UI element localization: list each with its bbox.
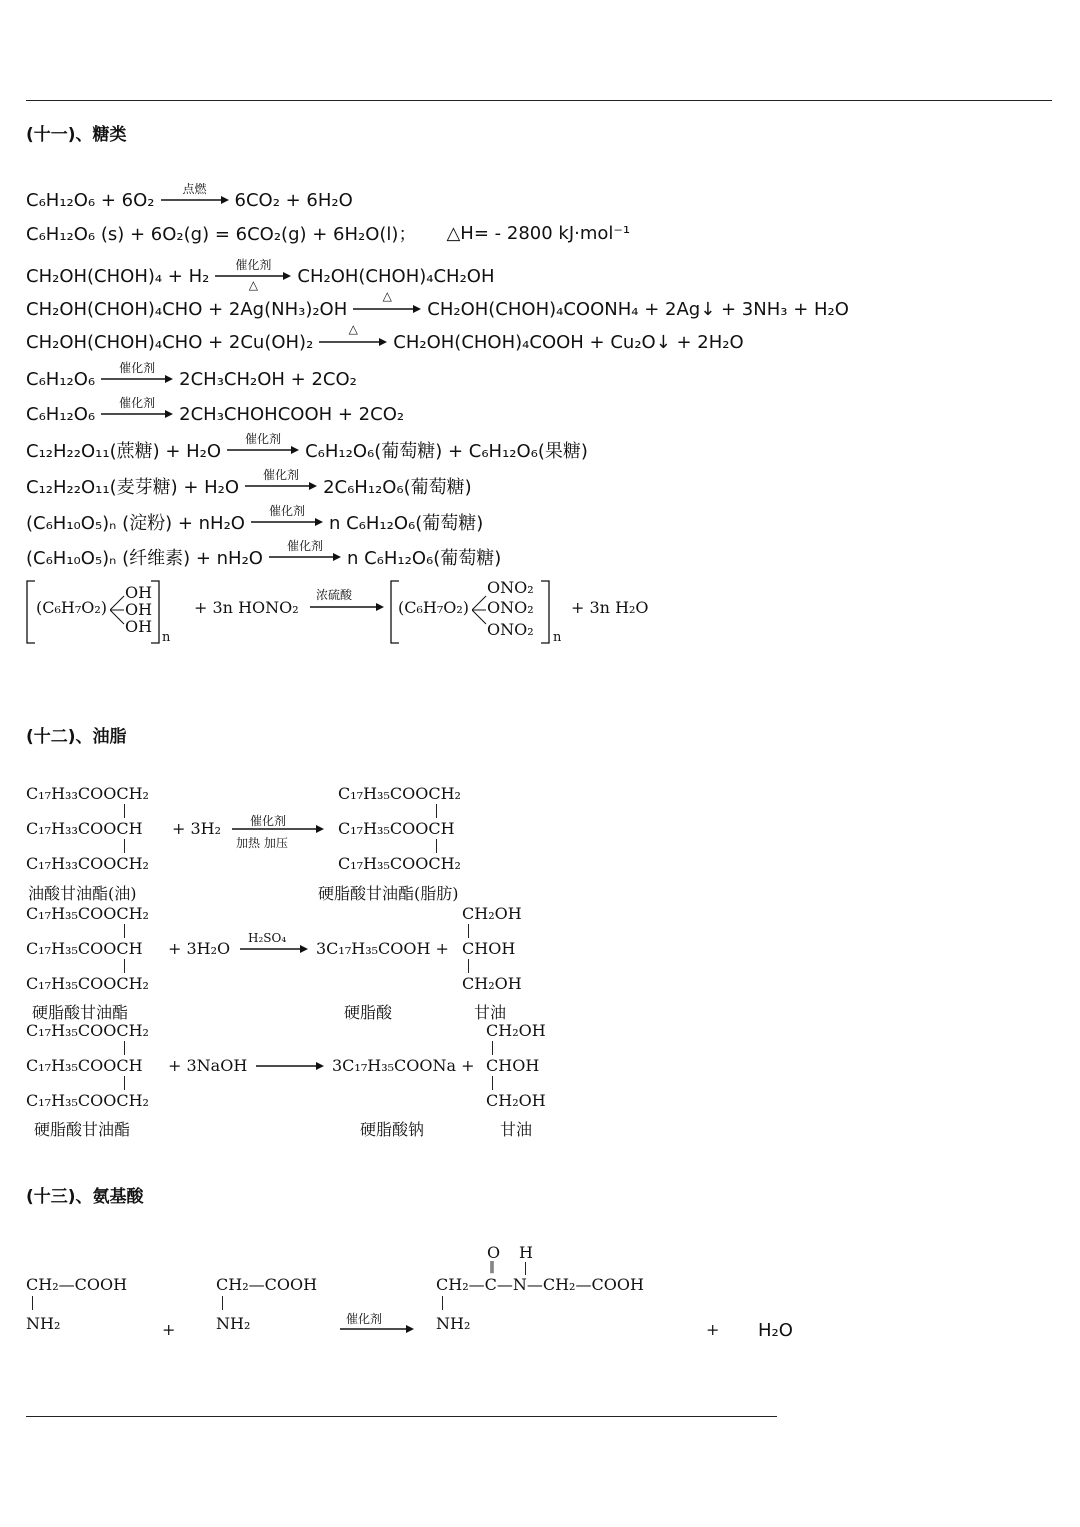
water-product: H₂O (758, 1320, 793, 1341)
left-bracket (26, 580, 36, 644)
bond-line (124, 839, 125, 853)
enthalpy-value: △H= - 2800 kJ·mol⁻¹ (446, 222, 631, 244)
eq-lhs: C₆H₁₂O₆ (26, 403, 96, 425)
carbonyl-oxygen: O (487, 1243, 501, 1262)
bond-line (124, 924, 125, 938)
eq-rhs: CH₂OH(CHOH)₄CH₂OH (297, 265, 495, 287)
eq-rhs: CH₂OH(CHOH)₄COONH₄ + 2Ag↓ + 3NH₃ + H₂O (427, 298, 849, 320)
reaction-arrow (310, 602, 384, 612)
glycine-top: CH₂—COOH (26, 1275, 128, 1294)
hydroxyl-group: OH (125, 600, 153, 619)
equation-4 (26, 289, 849, 321)
reaction-condition-heat: △ (248, 278, 258, 292)
equation-11 (26, 539, 502, 569)
bond-line (468, 959, 469, 973)
eq-lhs: C₁₂H₂₂O₁₁(麦芽糖) + H₂O (26, 477, 240, 498)
glycerol-line: CHOH (462, 939, 516, 958)
triglyceride-line: C₁₇H₃₅COOCH (338, 819, 455, 838)
reaction-condition: △ (348, 322, 358, 336)
eq-lhs: (C₆H₁₀O₅)ₙ (纤维素) + nH₂O (26, 548, 263, 569)
bond-line (124, 959, 125, 973)
equation-7 (26, 396, 405, 426)
top-rule (26, 100, 1052, 101)
reaction-condition: 催化剂 (119, 396, 156, 410)
cellulose-core: (C₆H₇O₂) (36, 598, 108, 617)
eq-lhs: C₆H₁₂O₆ (26, 368, 96, 390)
eq-rhs: n C₆H₁₂O₆(葡萄糖) (328, 513, 484, 534)
reaction-arrow (101, 361, 173, 391)
reaction-condition: △ (382, 289, 392, 303)
double-bond: ‖ (489, 1259, 495, 1273)
bond-line (525, 1262, 526, 1275)
right-bracket (540, 580, 550, 644)
reaction-condition: 催化剂 (250, 814, 287, 828)
reaction-arrow (101, 396, 173, 426)
reaction-condition: 催化剂 (286, 539, 323, 553)
compound-label: 硬脂酸甘油酯 (34, 1120, 131, 1139)
triglyceride-line: C₁₇H₃₃COOCH₂ (26, 784, 149, 803)
reagent: + 3H₂O (168, 939, 231, 958)
reaction-condition: 催化剂 (235, 258, 272, 272)
bond-line (222, 1296, 223, 1310)
eq-text: C₆H₁₂O₆ (s) + 6O₂(g) = 6CO₂(g) + 6H₂O(l)； (26, 224, 417, 245)
plus-sign: + (706, 1320, 720, 1339)
glycine-amine: NH₂ (216, 1314, 251, 1333)
glycerol-line: CH₂OH (486, 1091, 546, 1110)
equation-1 (26, 182, 353, 212)
triglyceride-line: C₁₇H₃₅COOCH₂ (338, 784, 461, 803)
hydroxyl-group: OH (125, 583, 153, 602)
cellulose-nitration-equation (26, 578, 666, 648)
triglyceride-line: C₁₇H₃₅COOCH (26, 939, 143, 958)
right-bracket (150, 580, 160, 644)
equation-10 (26, 504, 484, 534)
glycerol-line: CH₂OH (462, 974, 522, 993)
reaction-arrow (240, 944, 308, 954)
reaction-condition: 催化剂 (268, 504, 305, 518)
eq-rhs: 2CH₃CHOHCOOH + 2CO₂ (179, 403, 405, 425)
hydroxyl-group: OH (125, 617, 153, 636)
reaction-condition-pressure: 加热 加压 (236, 836, 288, 850)
eq-lhs: CH₂OH(CHOH)₄ + H₂ (26, 265, 210, 287)
reaction-arrow (269, 539, 341, 569)
bond-line (492, 1041, 493, 1055)
eq-rhs: CH₂OH(CHOH)₄COOH + Cu₂O↓ + 2H₂O (393, 331, 744, 353)
triglyceride-line: C₁₇H₃₃COOCH₂ (26, 854, 149, 873)
nitrate-group: ONO₂ (487, 620, 534, 639)
plus-sign: + (162, 1320, 176, 1339)
reaction-arrow (256, 1061, 324, 1071)
compound-label: 硬脂酸甘油酯(脂肪) (318, 884, 459, 903)
eq-rhs: 2C₆H₁₂O₆(葡萄糖) (323, 477, 472, 498)
triglyceride-line: C₁₇H₃₅COOCH₂ (26, 974, 149, 993)
reaction-arrow (161, 182, 229, 212)
bond-line (442, 1296, 443, 1310)
equation-9 (26, 468, 472, 498)
triglyceride-line: C₁₇H₃₅COOCH₂ (26, 904, 149, 923)
eq-lhs: (C₆H₁₀O₅)ₙ (淀粉) + nH₂O (26, 513, 245, 534)
glycerol-line: CH₂OH (462, 904, 522, 923)
eq-rhs: C₆H₁₂O₆(葡萄糖) + C₆H₁₂O₆(果糖) (305, 441, 588, 462)
triglyceride-line: C₁₇H₃₅COOCH₂ (26, 1091, 149, 1110)
nitrate-group: ONO₂ (487, 598, 534, 617)
bond-line (492, 1076, 493, 1090)
amide-hydrogen: H (519, 1243, 533, 1262)
glycerol-line: CH₂OH (486, 1021, 546, 1040)
equation-5 (26, 322, 744, 354)
polymer-subscript: n (162, 630, 171, 645)
fat-acid-hydrolysis-reaction (26, 904, 566, 1022)
triglyceride-line: C₁₇H₃₅COOCH (26, 1056, 143, 1075)
eq-lhs: CH₂OH(CHOH)₄CHO + 2Cu(OH)₂ (26, 331, 314, 353)
equation-8 (26, 432, 588, 462)
section-title-fats: (十二)、油脂 (26, 727, 127, 747)
section-title-sugars: (十一)、糖类 (26, 125, 127, 145)
reaction-condition: H₂SO₄ (248, 931, 287, 945)
triglyceride-line: C₁₇H₃₅COOCH₂ (338, 854, 461, 873)
glycine-top: CH₂—COOH (216, 1275, 318, 1294)
reaction-condition: 浓硫酸 (316, 588, 353, 602)
bond-line (468, 924, 469, 938)
triglyceride-line: C₁₇H₃₅COOCH₂ (26, 1021, 149, 1040)
acid-product: 3C₁₇H₃₅COOH + (316, 939, 449, 958)
cellulose-core: (C₆H₇O₂) (398, 598, 470, 617)
bond-line (32, 1296, 33, 1310)
triglyceride-line: C₁₇H₃₃COOCH (26, 819, 143, 838)
soap-product: 3C₁₇H₃₅COONa + (332, 1056, 475, 1075)
compound-label: 硬脂酸钠 (360, 1120, 425, 1139)
reaction-arrow (245, 468, 317, 498)
reaction-condition: 催化剂 (119, 361, 156, 375)
reaction-condition: 催化剂 (346, 1312, 383, 1326)
reaction-arrow (232, 824, 324, 834)
reagent: + 3NaOH (168, 1056, 248, 1075)
eq-lhs: C₆H₁₂O₆ + 6O₂ (26, 189, 155, 211)
glycine-amine: NH₂ (26, 1314, 61, 1333)
bond-line (436, 839, 437, 853)
reaction-arrow (319, 322, 387, 354)
compound-label: 油酸甘油酯(油) (28, 884, 137, 903)
nitrate-group: ONO₂ (487, 578, 534, 597)
glycerol-line: CHOH (486, 1056, 540, 1075)
equation-3 (26, 258, 495, 292)
triple-bond-fork (472, 590, 488, 630)
reaction-arrow (353, 289, 421, 321)
bottom-rule (26, 1416, 777, 1417)
eq-rhs: n C₆H₁₂O₆(葡萄糖) (346, 548, 502, 569)
reaction-arrow (227, 432, 299, 462)
bond-line (124, 1076, 125, 1090)
section-title-amino-acids: (十三)、氨基酸 (26, 1187, 144, 1207)
triple-bond-fork (110, 590, 126, 630)
bond-line (124, 804, 125, 818)
water-product: + 3n H₂O (571, 598, 649, 617)
compound-label: 甘油 (500, 1120, 533, 1139)
reaction-arrow (215, 258, 291, 292)
dipeptide-amine: NH₂ (436, 1314, 471, 1333)
bond-line (436, 804, 437, 818)
fat-hydrogenation-reaction (26, 784, 546, 904)
eq-rhs: 2CH₃CH₂OH + 2CO₂ (179, 368, 357, 390)
compound-label: 硬脂酸甘油酯 (32, 1003, 129, 1022)
bond-line (124, 1041, 125, 1055)
equation-2 (26, 221, 630, 245)
reaction-condition: 催化剂 (245, 432, 282, 446)
reaction-condition: 点燃 (182, 182, 207, 196)
peptide-formation-reaction (26, 1240, 806, 1340)
dipeptide-chain: CH₂—C—N—CH₂—COOH (436, 1275, 644, 1294)
compound-label: 甘油 (474, 1003, 507, 1022)
reaction-arrow (340, 1324, 414, 1334)
equation-6 (26, 361, 357, 391)
eq-lhs: CH₂OH(CHOH)₄CHO + 2Ag(NH₃)₂OH (26, 298, 348, 320)
eq-rhs: 6CO₂ + 6H₂O (234, 189, 353, 211)
reaction-arrow (251, 504, 323, 534)
nitric-acid-reagent: + 3n HONO₂ (194, 598, 299, 617)
eq-lhs: C₁₂H₂₂O₁₁(蔗糖) + H₂O (26, 441, 222, 462)
polymer-subscript: n (553, 630, 562, 645)
compound-label: 硬脂酸 (344, 1003, 393, 1022)
fat-saponification-reaction (26, 1021, 586, 1141)
reagent: + 3H₂ (172, 819, 222, 838)
reaction-condition: 催化剂 (263, 468, 300, 482)
